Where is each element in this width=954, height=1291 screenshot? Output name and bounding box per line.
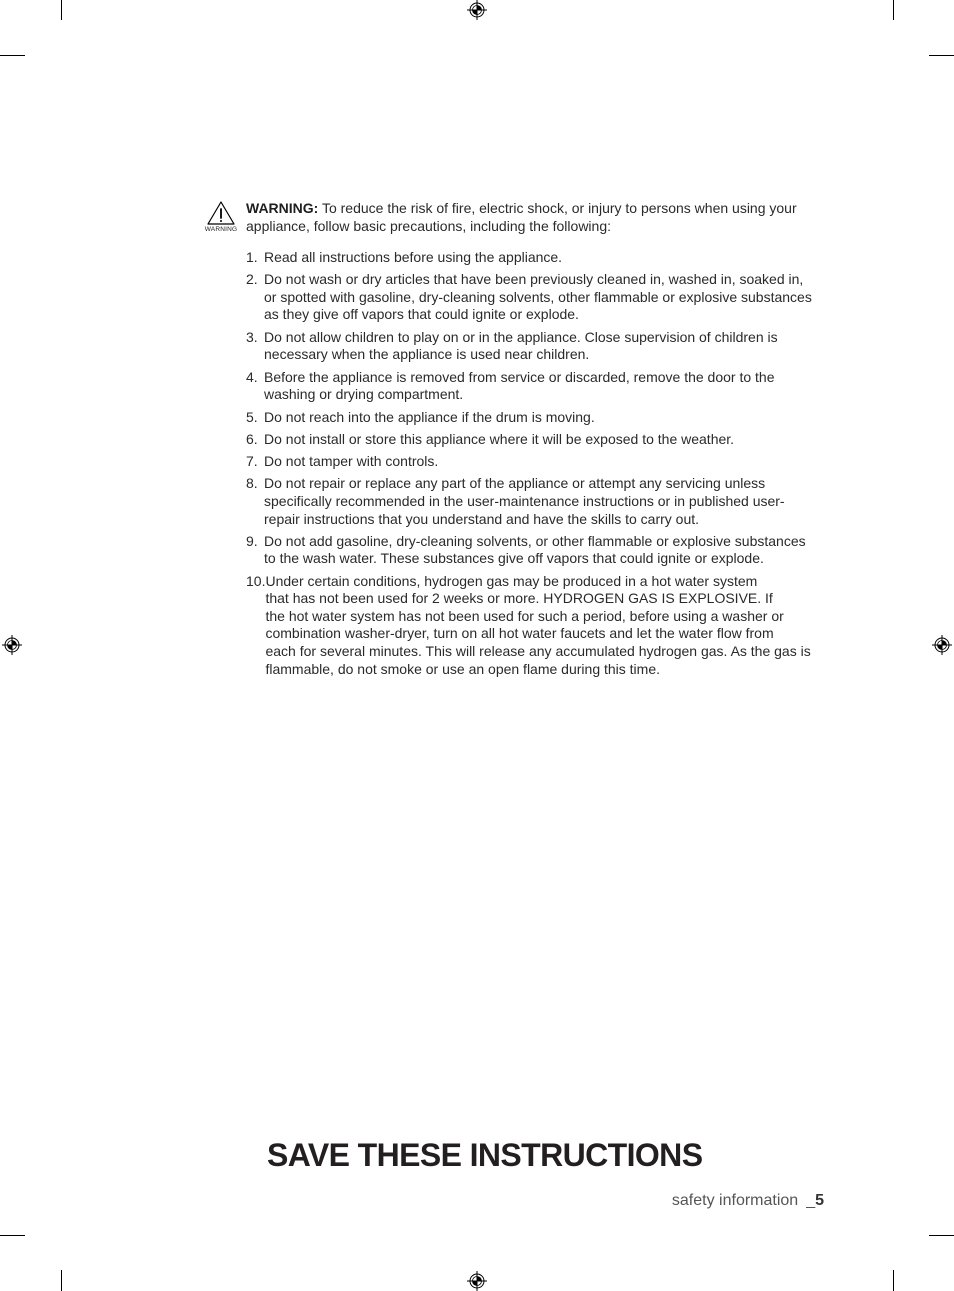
item-number: 10.	[246, 572, 266, 589]
item-number: 2.	[246, 271, 258, 288]
list-item	[246, 369, 812, 404]
item-text: Do not wash or dry articles that have been previously cleaned in, washed in, soaked in, or spotted with gasoline, dry-cleaning solvents, other flammable or explosive substances as they give off vapors that could ignite or explode.	[264, 271, 812, 323]
item-number: 3.	[246, 328, 258, 345]
item-number: 5.	[246, 408, 258, 425]
list-item	[246, 329, 812, 364]
crop-mark	[0, 1235, 25, 1236]
crop-mark	[893, 0, 894, 20]
item-text: Do not tamper with controls.	[264, 453, 439, 470]
warning-triangle-icon	[204, 200, 238, 226]
item-text: Do not install or store this appliance where it will be exposed to the weather.	[264, 430, 735, 447]
footer-section-label: safety information	[671, 1192, 799, 1209]
warning-symbol	[202, 200, 240, 234]
list-item	[246, 409, 812, 427]
instruction-list	[246, 249, 812, 683]
item-text: Under certain conditions, hydrogen gas may be produced in a hot water system that has not been used for 2 weeks or more. HYDROGEN GAS IS EXPLOSIVE. If the hot water system has not been used for such a period, before using a washer or combination washer-dryer, turn on all hot water faucets and let the water flow from each for several minutes. This will release any accumulated hydrogen gas. As the gas is flammable, do not smoke or use an open flame during this time.	[265, 572, 811, 677]
item-text: Before the appliance is removed from service or discarded, remove the door to the washing or drying compartment.	[264, 368, 775, 403]
registration-mark-bottom	[467, 1271, 487, 1291]
page-number: 5	[815, 1192, 824, 1209]
registration-mark-top	[467, 0, 487, 20]
list-item	[246, 533, 812, 568]
registration-mark-right	[932, 635, 952, 655]
list-item	[246, 431, 812, 449]
item-text: Do not reach into the appliance if the drum is moving.	[264, 408, 595, 425]
item-number: 8.	[246, 475, 258, 492]
warning-heading: WARNING:	[246, 200, 319, 216]
registration-mark-left	[2, 635, 22, 655]
warning-paragraph	[246, 200, 797, 235]
crop-mark	[61, 1270, 62, 1291]
item-number: 7.	[246, 453, 258, 470]
item-number: 4.	[246, 368, 258, 385]
item-text: Do not add gasoline, dry-cleaning solvents, or other flammable or explosive substances to the wash water. These substances give off vapors that could ignite or explode.	[264, 532, 806, 567]
closing-title: SAVE THESE INSTRUCTIONS	[267, 1137, 703, 1173]
warning-intro-text: To reduce the risk of fire, electric shock, or injury to persons when using your appliance, follow basic precautions, including the following:	[246, 200, 797, 234]
item-text: Do not repair or replace any part of the appliance or attempt any servicing unless specifically recommended in the user-maintenance instructions or in published user- repair instructions that you understand and have the skills to carry out.	[264, 475, 785, 527]
item-number: 9.	[246, 532, 258, 549]
page-number-prefix: _	[806, 1192, 816, 1209]
list-item	[246, 249, 812, 267]
list-item	[246, 453, 812, 471]
crop-mark	[61, 0, 62, 20]
item-text: Read all instructions before using the appliance.	[264, 249, 563, 265]
warning-icon-label: WARNING	[204, 226, 238, 233]
item-number: 6.	[246, 430, 258, 447]
page-footer	[672, 1191, 824, 1211]
list-item	[246, 271, 812, 324]
item-text: Do not allow children to play on or in the appliance. Close supervision of children is necessary when the appliance is used near children.	[264, 328, 778, 363]
crop-mark	[929, 55, 954, 56]
item-number: 1.	[246, 249, 258, 265]
crop-mark	[0, 55, 25, 56]
list-item	[246, 475, 812, 528]
list-item	[246, 573, 812, 679]
crop-mark	[929, 1235, 954, 1236]
crop-mark	[893, 1270, 894, 1291]
